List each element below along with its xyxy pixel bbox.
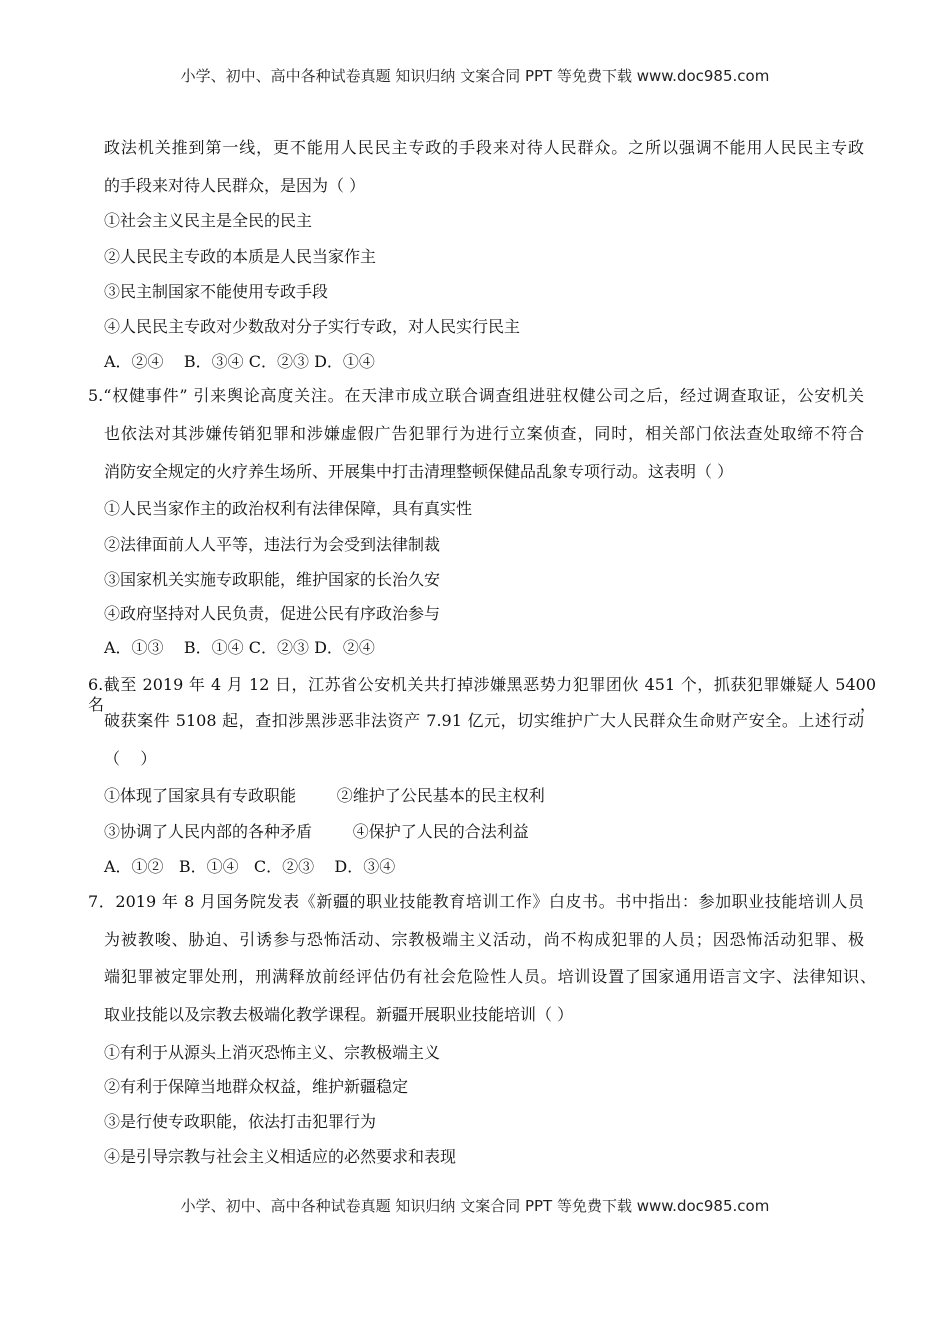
option: ②人民民主专政的本质是人民当家作主 <box>104 247 377 266</box>
option: ①社会主义民主是全民的民主 <box>104 211 313 230</box>
option: ①体现了国家具有专政职能 ②维护了公民基本的民主权利 <box>104 786 545 805</box>
option: ③国家机关实施专政职能，维护国家的长治久安 <box>104 570 441 589</box>
option: ③协调了人民内部的各种矛盾 ④保护了人民的合法利益 <box>104 822 529 841</box>
option: ②有利于保障当地群众权益，维护新疆稳定 <box>104 1077 409 1096</box>
option: ②法律面前人人平等，违法行为会受到法律制裁 <box>104 535 441 554</box>
question-stem: 为被教唆、胁迫、引诱参与恐怖活动、宗教极端主义活动，尚不构成犯罪的人员；因恐怖活动犯罪、极 <box>104 930 864 949</box>
option: ④政府坚持对人民负责，促进公民有序政治参与 <box>104 604 441 623</box>
question-stem: 的手段来对待人民群众，是因为（ ） <box>104 176 366 195</box>
question-stem: 破获案件 5108 起，查扣涉黑涉恶非法资产 7.91 亿元，切实维护广大人民群众生命财产安全。上述行动 <box>104 711 864 730</box>
question-stem: 也依法对其涉嫌传销犯罪和涉嫌虚假广告犯罪行为进行立案侦查，同时，相关部门依法查处取缔不符合 <box>104 424 864 443</box>
question-stem: （ ） <box>104 749 157 768</box>
option: ①有利于从源头上消灭恐怖主义、宗教极端主义 <box>104 1043 441 1062</box>
question-stem: 7．2019 年 8 月国务院发表《新疆的职业技能教育培训工作》白皮书。书中指出：参加职业技能培训人员 <box>88 892 864 911</box>
answer-choices: A．②④ B．③④ C．②③ D．①④ <box>104 352 375 371</box>
question-stem: 政法机关推到第一线，更不能用人民民主专政的手段来对待人民群众。之所以强调不能用人民民主专政 <box>104 138 864 157</box>
option: ③是行使专政职能，依法打击犯罪行为 <box>104 1112 377 1131</box>
question-stem: 取业技能以及宗教去极端化教学课程。新疆开展职业技能培训（ ） <box>104 1005 574 1024</box>
option: ④人民民主专政对少数敌对分子实行专政，对人民实行民主 <box>104 317 521 336</box>
page-footer: 小学、初中、高中各种试卷真题 知识归纳 文案合同 PPT 等免费下载 www.doc985.com <box>180 1197 770 1215</box>
option: ①人民当家作主的政治权利有法律保障，具有真实性 <box>104 499 473 518</box>
question-stem: 6.截至 2019 年 4 月 12 日，江苏省公安机关共打掉涉嫌黑恶势力犯罪团伙 451 个，抓获犯罪嫌疑人 5400 名， <box>88 675 876 714</box>
answer-choices: A．①② B．①④ C．②③ D．③④ <box>104 857 396 876</box>
option: ③民主制国家不能使用专政手段 <box>104 282 329 301</box>
option: ④是引导宗教与社会主义相适应的必然要求和表现 <box>104 1147 457 1166</box>
page-header: 小学、初中、高中各种试卷真题 知识归纳 文案合同 PPT 等免费下载 www.doc985.com <box>180 67 770 85</box>
answer-choices: A．①③ B．①④ C．②③ D．②④ <box>104 638 375 657</box>
question-stem: 消防安全规定的火疗养生场所、开展集中打击清理整顿保健品乱象专项行动。这表明（ ） <box>104 462 734 481</box>
question-stem: 端犯罪被定罪处刑，刑满释放前经评估仍有社会危险性人员。培训设置了国家通用语言文字、法律知识、 <box>104 967 876 986</box>
question-stem: 5.“权健事件” 引来舆论高度关注。在天津市成立联合调查组进驻权健公司之后，经过调查取证，公安机关 <box>88 386 864 405</box>
